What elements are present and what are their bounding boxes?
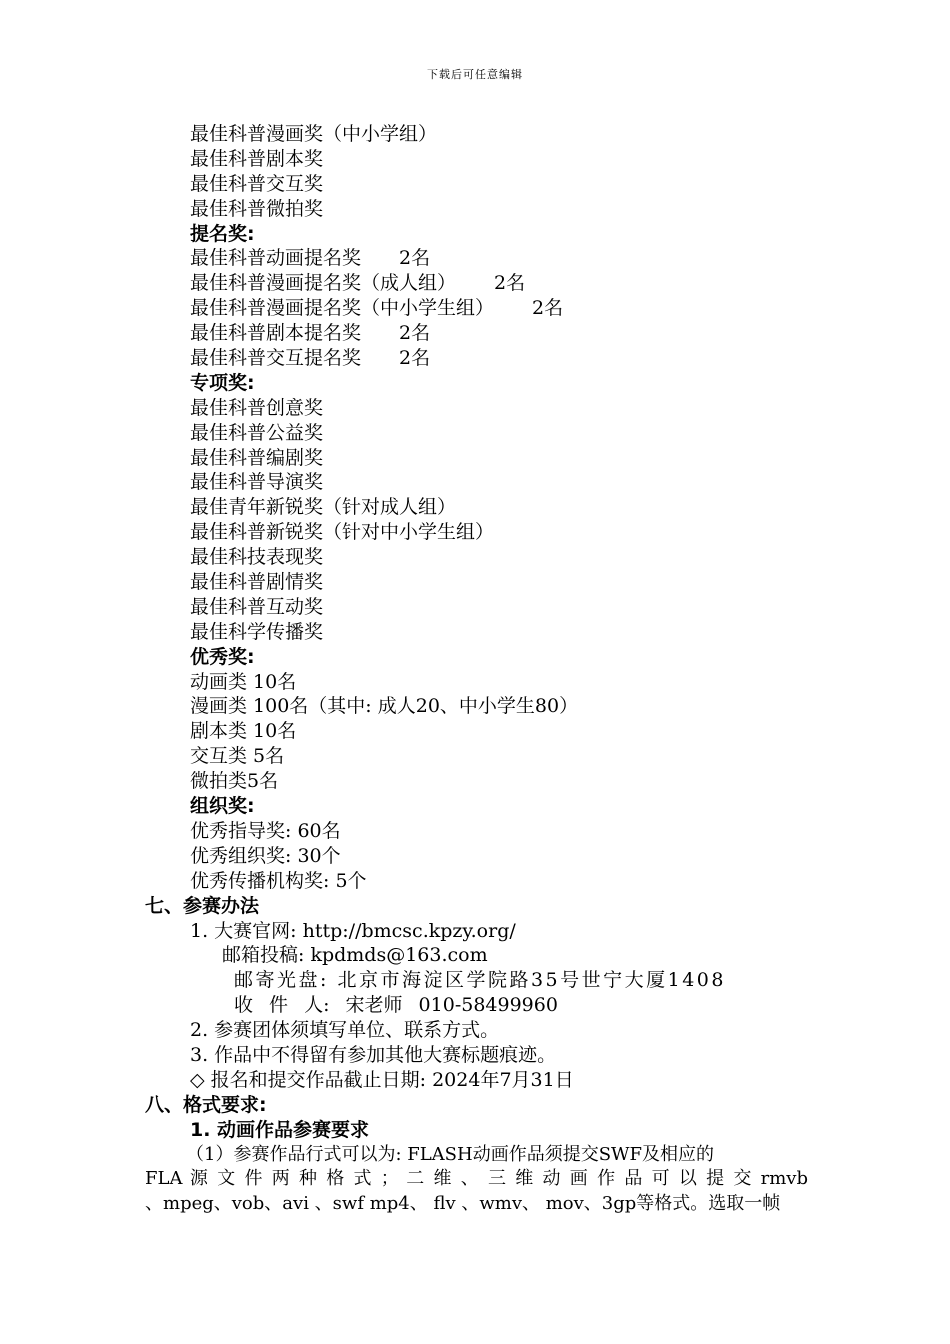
nomination-name: 最佳科普动画提名奖 — [190, 247, 362, 270]
nomination-count: 2名 — [532, 297, 564, 320]
nomination-name: 最佳科普漫画提名奖（中小学生组） — [190, 297, 495, 320]
section7-title: 七、参赛办法 — [145, 894, 260, 917]
deadline-line: ◇ 报名和提交作品截止日期: 2024年7月31日 — [190, 1068, 574, 1091]
nomination-name: 最佳科普剧本提名奖 — [190, 322, 362, 345]
para-text: 、mpeg、vob、avi 、swf mp4、 flv 、wmv、 mov、3gp等格式。选取一帧 — [145, 1193, 781, 1215]
organize-item: 优秀指导奖: 60名 — [190, 819, 341, 842]
special-item: 最佳科普编剧奖 — [190, 446, 324, 469]
nomination-item — [0, 246, 950, 271]
para-line: FLA 源 文 件 两 种 格 式 ； 二 维 、 三 维 动 画 作 品 可 以 提 交 rmvb — [145, 1168, 808, 1190]
special-item: 最佳科技表现奖 — [190, 546, 324, 569]
excellent-item: 剧本类 10名 — [190, 720, 297, 743]
nomination-title: 提名奖: — [190, 222, 255, 245]
special-item: 最佳科普剧情奖 — [190, 571, 324, 594]
para-line — [0, 1143, 950, 1168]
section8-title: 八、格式要求: — [145, 1093, 267, 1116]
special-item: 最佳科普公益奖 — [190, 421, 324, 444]
recipient-line: 收 件 人: 宋老师 010-58499960 — [234, 994, 558, 1017]
nomination-item — [0, 271, 950, 296]
mail-line: 邮寄光盘: 北京市海淀区学院路35号世宁大厦1408 — [234, 969, 726, 992]
nomination-name: 最佳科普漫画提名奖（成人组） — [190, 272, 457, 295]
page-header: 下载后可任意编辑 — [427, 68, 523, 81]
nomination-count: 2名 — [399, 322, 431, 345]
special-item: 最佳科普互动奖 — [190, 595, 324, 618]
excellent-title: 优秀奖: — [190, 645, 255, 668]
nomination-count: 2名 — [399, 247, 431, 270]
organize-item: 优秀传播机构奖: 5个 — [190, 869, 367, 892]
rule-item: 3. 作品中不得留有参加其他大赛标题痕迹。 — [190, 1043, 557, 1066]
nomination-count: 2名 — [399, 347, 431, 370]
award-item: 最佳科普微拍奖 — [190, 197, 324, 220]
para-line — [0, 1192, 950, 1217]
excellent-item: 微拍类5名 — [190, 770, 279, 793]
special-item: 最佳科普导演奖 — [190, 471, 324, 494]
excellent-item: 漫画类 100名（其中: 成人20、中小学生80） — [190, 695, 579, 718]
award-item: 最佳科普交互奖 — [190, 172, 324, 195]
nomination-item — [0, 296, 950, 321]
nomination-name: 最佳科普交互提名奖 — [190, 347, 362, 370]
organize-title: 组织奖: — [190, 795, 255, 818]
nomination-count: 2名 — [494, 272, 526, 295]
section8-subtitle: 1. 动画作品参赛要求 — [190, 1118, 370, 1141]
email-line: 邮箱投稿: kpdmds@163.com — [222, 944, 488, 967]
para-text: （1）参赛作品行式可以为: FLASH动画作品须提交SWF及相应的 — [186, 1143, 715, 1165]
award-item: 最佳科普漫画奖（中小学组） — [190, 123, 438, 145]
special-item: 最佳科普创意奖 — [190, 396, 324, 419]
special-item: 最佳科普新锐奖（针对中小学生组） — [190, 521, 495, 544]
nomination-item — [0, 346, 950, 371]
website-line: 1. 大赛官网: http://bmcsc.kpzy.org/ — [190, 919, 516, 942]
award-item: 最佳科普剧本奖 — [190, 147, 324, 170]
special-item: 最佳科学传播奖 — [190, 620, 324, 643]
special-title: 专项奖: — [190, 371, 255, 394]
rule-item: 2. 参赛团体须填写单位、联系方式。 — [190, 1019, 500, 1042]
excellent-item: 交互类 5名 — [190, 745, 285, 768]
document-content — [0, 122, 950, 1217]
excellent-item: 动画类 10名 — [190, 670, 297, 693]
nomination-item — [0, 321, 950, 346]
special-item: 最佳青年新锐奖（针对成人组） — [190, 496, 457, 519]
organize-item: 优秀组织奖: 30个 — [190, 844, 341, 867]
